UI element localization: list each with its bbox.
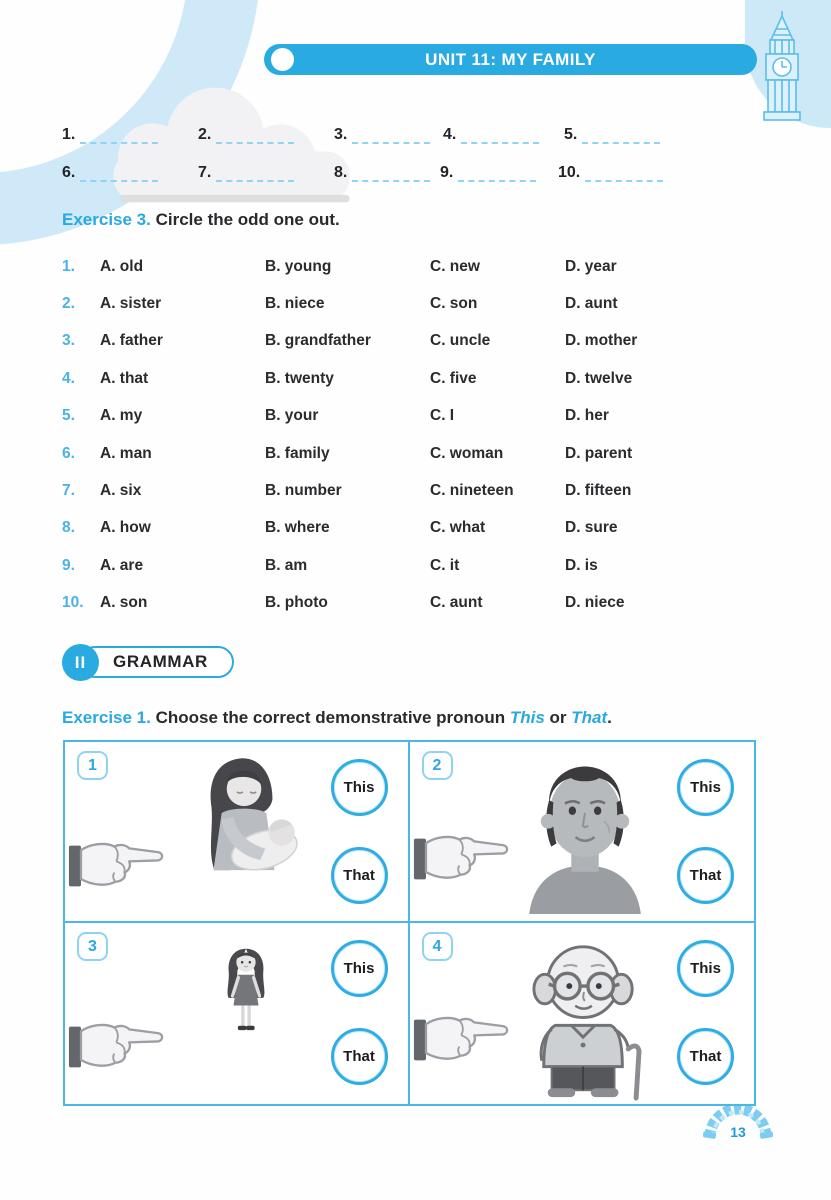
grandfather-illustration [510, 935, 662, 1102]
exercise3-instruction: Circle the odd one out. [155, 210, 340, 229]
answer-blank-3[interactable] [334, 120, 430, 144]
blank-number: 3. [334, 126, 348, 143]
row-number: 10. [62, 594, 84, 612]
that-option-button[interactable]: That [331, 1028, 388, 1085]
old-man-illustration [506, 756, 664, 914]
grid-cell-1 [65, 742, 410, 923]
pointing-hand-icon [413, 830, 515, 888]
blank-line [352, 132, 430, 144]
option-b[interactable]: B. where [265, 519, 330, 537]
row-number: 2. [62, 295, 75, 313]
option-d[interactable]: D. twelve [565, 369, 633, 387]
answer-blank-8[interactable] [334, 158, 430, 182]
option-b[interactable]: B. am [265, 556, 308, 574]
cell-number-badge: 1 [77, 751, 108, 780]
blank-line [458, 170, 536, 182]
row-number: 6. [62, 444, 75, 462]
answer-blank-10[interactable] [558, 158, 663, 182]
pointing-hand-icon [68, 1018, 170, 1076]
grammar-section-header [62, 644, 234, 682]
unit-banner [264, 44, 757, 75]
odd-one-out-table [62, 248, 707, 622]
grid-cell-2 [410, 742, 755, 923]
section-numeral: II [74, 652, 87, 672]
option-a[interactable]: A. old [100, 257, 144, 275]
connector: or [549, 708, 567, 727]
answer-blank-5[interactable] [564, 120, 660, 144]
period: . [607, 708, 612, 727]
option-b[interactable]: B. photo [265, 594, 328, 612]
blank-number: 6. [62, 164, 76, 181]
cell-number-badge: 4 [422, 932, 453, 961]
answer-blank-6[interactable] [62, 158, 158, 182]
option-c[interactable]: C. woman [430, 444, 504, 462]
word-that: That [571, 708, 608, 727]
option-c[interactable]: C. son [430, 295, 478, 313]
row-number: 9. [62, 556, 75, 574]
exercise3-heading [62, 210, 340, 230]
option-d[interactable]: D. mother [565, 332, 638, 350]
cell-number-badge: 2 [422, 751, 453, 780]
blank-line [461, 132, 539, 144]
grid-cell-3 [65, 923, 410, 1104]
exercise1-label: Exercise 1. [62, 708, 151, 727]
option-b[interactable]: B. twenty [265, 369, 334, 387]
pointing-hand-icon [68, 837, 170, 895]
blank-number: 5. [564, 126, 578, 143]
option-d[interactable]: D. is [565, 556, 598, 574]
option-d[interactable]: D. sure [565, 519, 618, 537]
cell-number-badge: 3 [77, 932, 108, 961]
pointing-hand-icon [413, 1011, 515, 1069]
option-c[interactable]: C. uncle [430, 332, 491, 350]
option-b[interactable]: B. grandfather [265, 332, 371, 350]
blank-number: 10. [558, 164, 581, 181]
option-d[interactable]: D. parent [565, 444, 633, 462]
blank-line [80, 170, 158, 182]
option-a[interactable]: A. father [100, 332, 163, 350]
page-number: 13 [730, 1124, 746, 1140]
option-d[interactable]: D. year [565, 257, 617, 275]
answer-blank-9[interactable] [440, 158, 536, 182]
row-number: 7. [62, 482, 75, 500]
grammar-title: GRAMMAR [113, 652, 208, 671]
option-c[interactable]: C. aunt [430, 594, 483, 612]
blank-number: 4. [443, 126, 457, 143]
blank-line [352, 170, 430, 182]
girl-illustration [220, 941, 272, 1047]
option-a[interactable]: A. how [100, 519, 151, 537]
answer-blank-7[interactable] [198, 158, 294, 182]
blank-line [216, 170, 294, 182]
this-option-button[interactable]: This [331, 759, 388, 816]
option-a[interactable]: A. that [100, 369, 149, 387]
that-option-button[interactable]: That [677, 1028, 734, 1085]
option-a[interactable]: A. sister [100, 295, 162, 313]
blank-line [582, 132, 660, 144]
unit-title: UNIT 11: MY FAMILY [425, 49, 596, 69]
blank-number: 2. [198, 126, 212, 143]
option-a[interactable]: A. six [100, 482, 142, 500]
cloud-icon [70, 80, 365, 210]
grid-cell-4 [410, 923, 755, 1104]
blank-line [80, 132, 158, 144]
mother-and-baby-illustration [183, 754, 305, 907]
option-c[interactable]: C. I [430, 407, 455, 425]
blank-number: 7. [198, 164, 212, 181]
option-b[interactable]: B. young [265, 257, 332, 275]
banner-circle-icon [271, 48, 294, 71]
option-a[interactable]: A. are [100, 556, 144, 574]
this-option-button[interactable]: This [677, 759, 734, 816]
word-this: This [509, 708, 545, 727]
exercise1-grid [63, 740, 756, 1106]
that-option-button[interactable]: That [677, 847, 734, 904]
exercise1-heading [62, 708, 612, 728]
option-c[interactable]: C. what [430, 519, 486, 537]
blank-line [585, 170, 663, 182]
option-c[interactable]: C. nineteen [430, 482, 514, 500]
option-b[interactable]: B. your [265, 407, 319, 425]
this-option-button[interactable]: This [677, 940, 734, 997]
row-number: 8. [62, 519, 75, 537]
row-number: 4. [62, 369, 75, 387]
option-d[interactable]: D. fifteen [565, 482, 632, 500]
option-b[interactable]: B. family [265, 444, 330, 462]
option-d[interactable]: D. niece [565, 594, 625, 612]
row-number: 3. [62, 332, 75, 350]
row-number: 5. [62, 407, 75, 425]
option-c[interactable]: C. it [430, 556, 460, 574]
exercise3-label: Exercise 3. [62, 210, 151, 229]
this-option-button[interactable]: This [331, 940, 388, 997]
option-b[interactable]: B. niece [265, 295, 325, 313]
blank-number: 8. [334, 164, 348, 181]
row-number: 1. [62, 257, 75, 275]
that-option-button[interactable]: That [331, 847, 388, 904]
option-a[interactable]: A. man [100, 444, 152, 462]
option-c[interactable]: C. new [430, 257, 480, 275]
option-a[interactable]: A. son [100, 594, 148, 612]
option-b[interactable]: B. number [265, 482, 342, 500]
section-numeral-icon [62, 644, 99, 681]
grammar-pill [79, 646, 234, 678]
blank-number: 9. [440, 164, 454, 181]
answer-blank-1[interactable] [62, 120, 158, 144]
option-c[interactable]: C. five [430, 369, 477, 387]
option-d[interactable]: D. her [565, 407, 609, 425]
blank-line [216, 132, 294, 144]
blank-number: 1. [62, 126, 76, 143]
answer-blank-4[interactable] [443, 120, 539, 144]
exercise1-instruction: Choose the correct demonstrative pronoun [155, 708, 506, 727]
option-d[interactable]: D. aunt [565, 295, 618, 313]
option-a[interactable]: A. my [100, 407, 143, 425]
answer-blank-2[interactable] [198, 120, 294, 144]
big-ben-icon [755, 10, 809, 122]
